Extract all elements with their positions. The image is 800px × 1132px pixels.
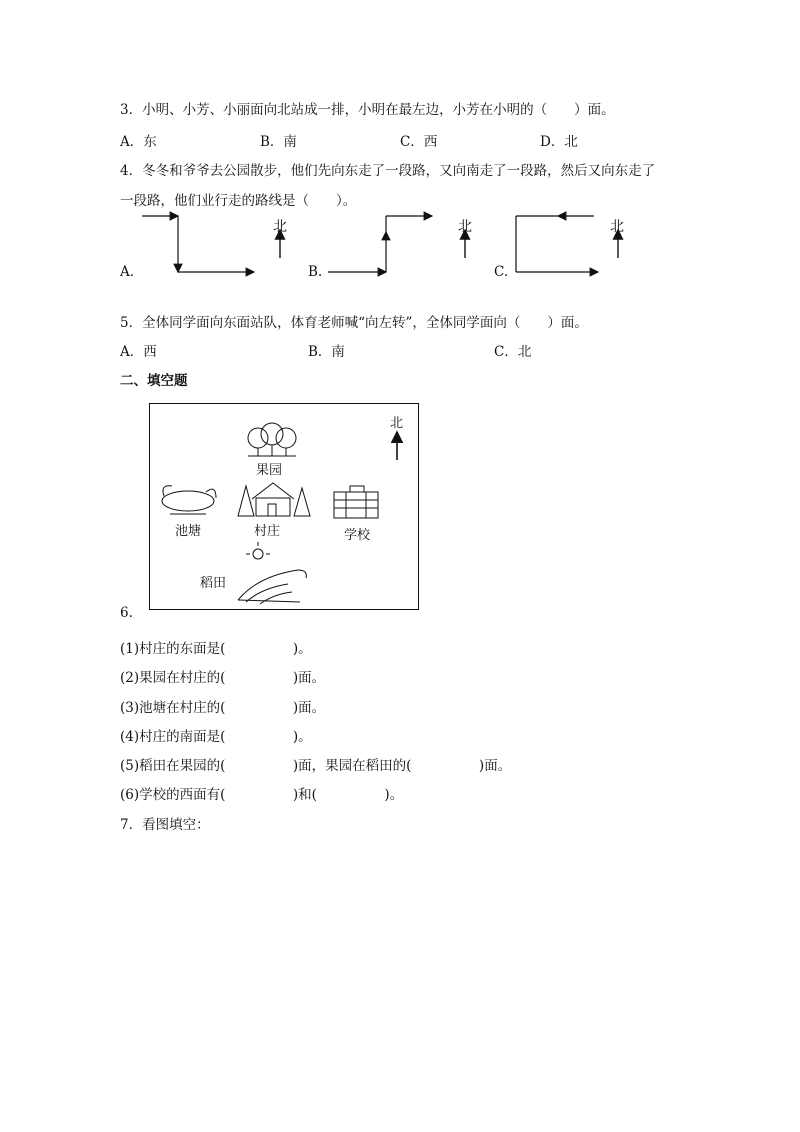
pond-icon (162, 486, 216, 514)
route-c-diagram (514, 208, 674, 278)
q3-stem: 3．小明、小芳、小丽面向北站成一排，小明在最左边，小芳在小明的（ ）面。 (120, 102, 615, 118)
map-village-label: 村庄 (254, 524, 281, 539)
q6-item-3: (3)池塘在村庄的( )面。 (120, 700, 326, 716)
village-icon (238, 483, 310, 516)
q3-option-c[interactable]: C．西 (400, 134, 438, 150)
q6-item-1: (1)村庄的东面是( )。 (120, 641, 312, 657)
q6-number: 6. (120, 605, 133, 621)
q4-option-b[interactable]: B. (308, 264, 323, 280)
paddy-field-icon (238, 542, 306, 604)
q6-item-2: (2)果园在村庄的( )面。 (120, 670, 326, 686)
q3-option-b[interactable]: B．南 (260, 134, 297, 150)
route-a-north-label: 北 (273, 219, 287, 235)
map-school-label: 学校 (344, 528, 371, 543)
q6-item-6: (6)学校的西面有( )和( )。 (120, 787, 404, 803)
route-c-north-label: 北 (610, 219, 624, 235)
map-frame (149, 403, 419, 610)
route-b-north-label: 北 (458, 219, 472, 235)
orchard-icon (248, 423, 296, 456)
map-paddy-label: 稻田 (200, 576, 227, 591)
q4-stem-line1: 4．冬冬和爷爷去公园散步，他们先向东走了一段路，又向南走了一段路，然后又向东走了 (120, 163, 656, 179)
q6-item-5: (5)稻田在果园的( )面，果园在稻田的( )面。 (120, 758, 512, 774)
q4-option-a[interactable]: A. (120, 264, 135, 280)
section-title: 二、填空题 (120, 373, 188, 389)
q3-option-a[interactable]: A．东 (120, 134, 157, 150)
q3-option-d[interactable]: D．北 (540, 134, 578, 150)
q4-stem-line2: 一段路，他们业行走的路线是（ ）。 (120, 193, 357, 209)
q6-item-4: (4)村庄的南面是( )。 (120, 729, 312, 745)
map-orchard-label: 果园 (256, 463, 283, 478)
map-north-label: 北 (390, 416, 404, 431)
q5-option-c[interactable]: C．北 (494, 344, 532, 360)
q5-option-b[interactable]: B．南 (308, 344, 345, 360)
school-icon (334, 486, 378, 518)
q4-option-c[interactable]: C. (494, 264, 509, 280)
map-pond-label: 池塘 (175, 524, 202, 539)
q7-stem: 7．看图填空： (120, 817, 210, 833)
q5-stem: 5．全体同学面向东面站队，体育老师喊“向左转”，全体同学面向（ ）面。 (120, 315, 588, 331)
map-drawing (150, 404, 418, 609)
q5-option-a[interactable]: A．西 (120, 344, 157, 360)
